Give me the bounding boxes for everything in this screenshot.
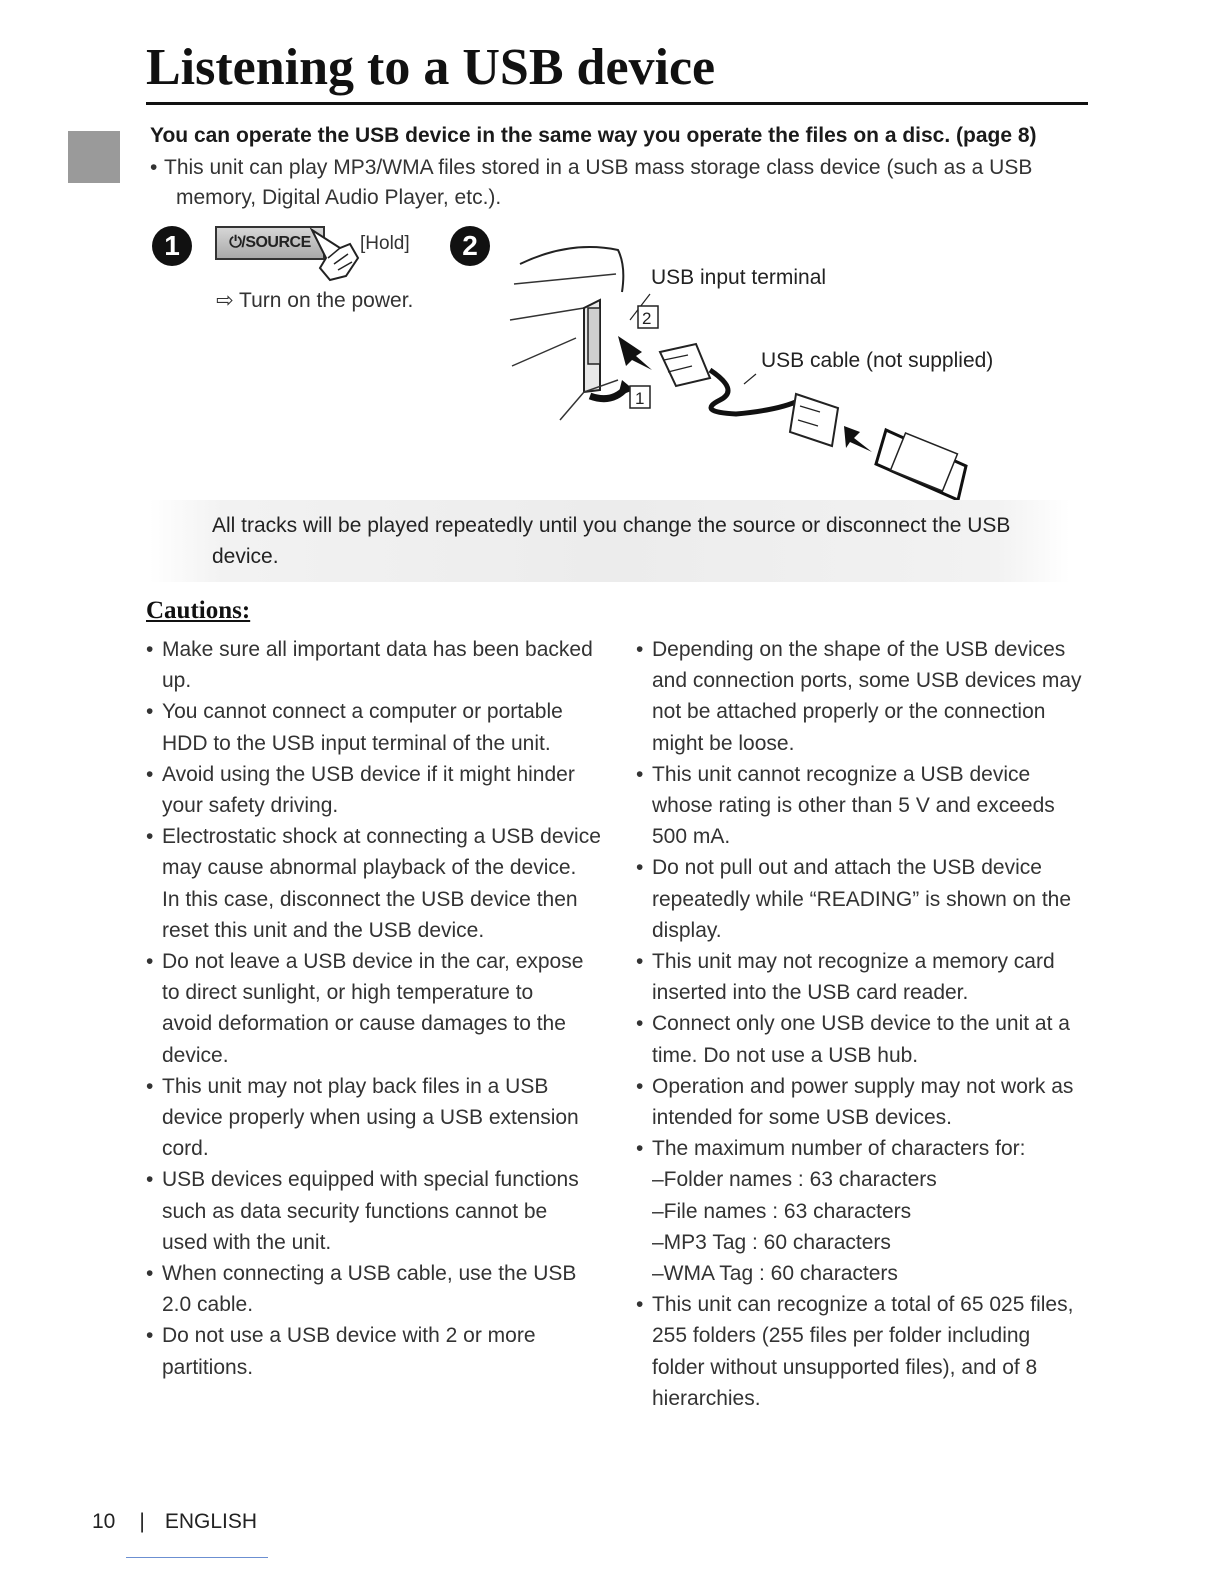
caution-line: • Do not pull out and attach the USB device [636,852,1092,883]
footer-separator: | [139,1510,145,1533]
step-1-badge: 1 [152,226,192,266]
caution-line: avoid deformation or cause damages to the [162,1012,566,1036]
lead-note-line2: memory, Digital Audio Player, etc.). [176,186,502,209]
caution-line: intended for some USB devices. [652,1106,952,1130]
caution-line: 500 mA. [652,825,731,849]
marker-2: 2 [642,309,652,328]
footer-underline [126,1557,268,1558]
source-button-illustration: ⏻/SOURCE [215,226,325,260]
caution-line: • USB devices equipped with special functions [146,1164,606,1195]
cautions-heading: Cautions: [146,597,251,624]
caution-line: • The maximum number of characters for: [636,1133,1092,1164]
title-rule [146,102,1088,105]
caution-line: –WMA Tag : 60 characters [652,1262,898,1286]
caution-line: • Operation and power supply may not work as [636,1071,1092,1102]
caution-line: used with the unit. [162,1230,332,1254]
caution-line: not be attached properly or the connection [652,700,1046,724]
caution-line: • This unit cannot recognize a USB device [636,759,1092,790]
caution-line: partitions. [162,1355,254,1379]
caution-line: inserted into the USB card reader. [652,981,969,1005]
cautions-left-column [146,634,606,1383]
caution-line: • Make sure all important data has been backed [146,634,606,665]
lead-note [150,153,1050,213]
caution-line: HDD to the USB input terminal of the unit. [162,731,551,755]
caution-line: might be loose. [652,731,795,755]
caution-line: may cause abnormal playback of the device. [162,856,577,880]
caution-line: folder without unsupported files), and of 8 [652,1355,1038,1379]
caution-line: • You cannot connect a computer or portable [146,696,606,727]
caution-line: –Folder names : 63 characters [652,1168,937,1192]
caution-line: to direct sunlight, or high temperature to [162,981,534,1005]
caution-line: • This unit may not recognize a memory card [636,946,1092,977]
lead-text: You can operate the USB device in the same way you operate the files on a disc. (page 8) [150,124,1037,147]
caution-line: In this case, disconnect the USB device then [162,887,578,911]
caution-line: repeatedly while “READING” is shown on the [652,887,1072,911]
caution-line: • Do not leave a USB device in the car, expose [146,946,606,977]
footer-language: ENGLISH [164,1510,258,1533]
caution-line: whose rating is other than 5 V and exceeds [652,794,1055,818]
caution-line: –MP3 Tag : 60 characters [652,1230,891,1254]
press-hand-icon [300,224,364,288]
caution-line: time. Do not use a USB hub. [652,1043,919,1067]
caution-line: your safety driving. [162,794,339,818]
caution-line: cord. [162,1137,209,1161]
repeat-note [212,510,1062,572]
caution-line: reset this unit and the USB device. [162,918,485,942]
caution-line: hierarchies. [652,1386,761,1410]
caution-line: • Electrostatic shock at connecting a USB device [146,821,606,852]
usb-cable-label: USB cable (not supplied) [761,349,994,372]
caution-line: display. [652,918,722,942]
lead-bullet: • [150,156,158,179]
caution-line: device properly when using a USB extension [162,1106,579,1130]
caution-line: • Connect only one USB device to the unit at a [636,1008,1092,1039]
section-marker [68,131,120,183]
lead-note-line1: This unit can play MP3/WMA files stored in a USB mass storage class device (such as a USB [164,156,1033,179]
hold-label: [Hold] [360,233,410,254]
usb-input-terminal-label: USB input terminal [651,266,827,289]
caution-line: • Depending on the shape of the USB devices [636,634,1092,665]
repeat-note-line2: device. [212,545,279,568]
cautions-right-column [636,634,1092,1414]
caution-line: • When connecting a USB cable, use the USB [146,1258,606,1289]
caution-line: device. [162,1043,229,1067]
marker-1: 1 [635,389,645,408]
caution-line: 2.0 cable. [162,1293,254,1317]
repeat-note-line1: All tracks will be played repeatedly until you change the source or disconnect the USB [212,514,1011,537]
caution-line: and connection ports, some USB devices may [652,669,1082,693]
caution-line: • This unit can recognize a total of 65 025 files, [636,1289,1092,1320]
page-number: 10 [92,1510,116,1533]
caution-line: • Avoid using the USB device if it might hinder [146,759,606,790]
power-instruction: ⇨ Turn on the power. [216,289,414,312]
page-title: Listening to a USB device [146,39,716,96]
page-footer [92,1510,257,1534]
caution-line: such as data security functions cannot be [162,1199,548,1223]
caution-line: 255 folders (255 files per folder including [652,1324,1031,1348]
step-2-badge: 2 [450,226,490,266]
caution-line: up. [162,669,192,693]
caution-line: • Do not use a USB device with 2 or more [146,1320,606,1351]
caution-line: –File names : 63 characters [652,1199,912,1223]
caution-line: • This unit may not play back files in a USB [146,1071,606,1102]
